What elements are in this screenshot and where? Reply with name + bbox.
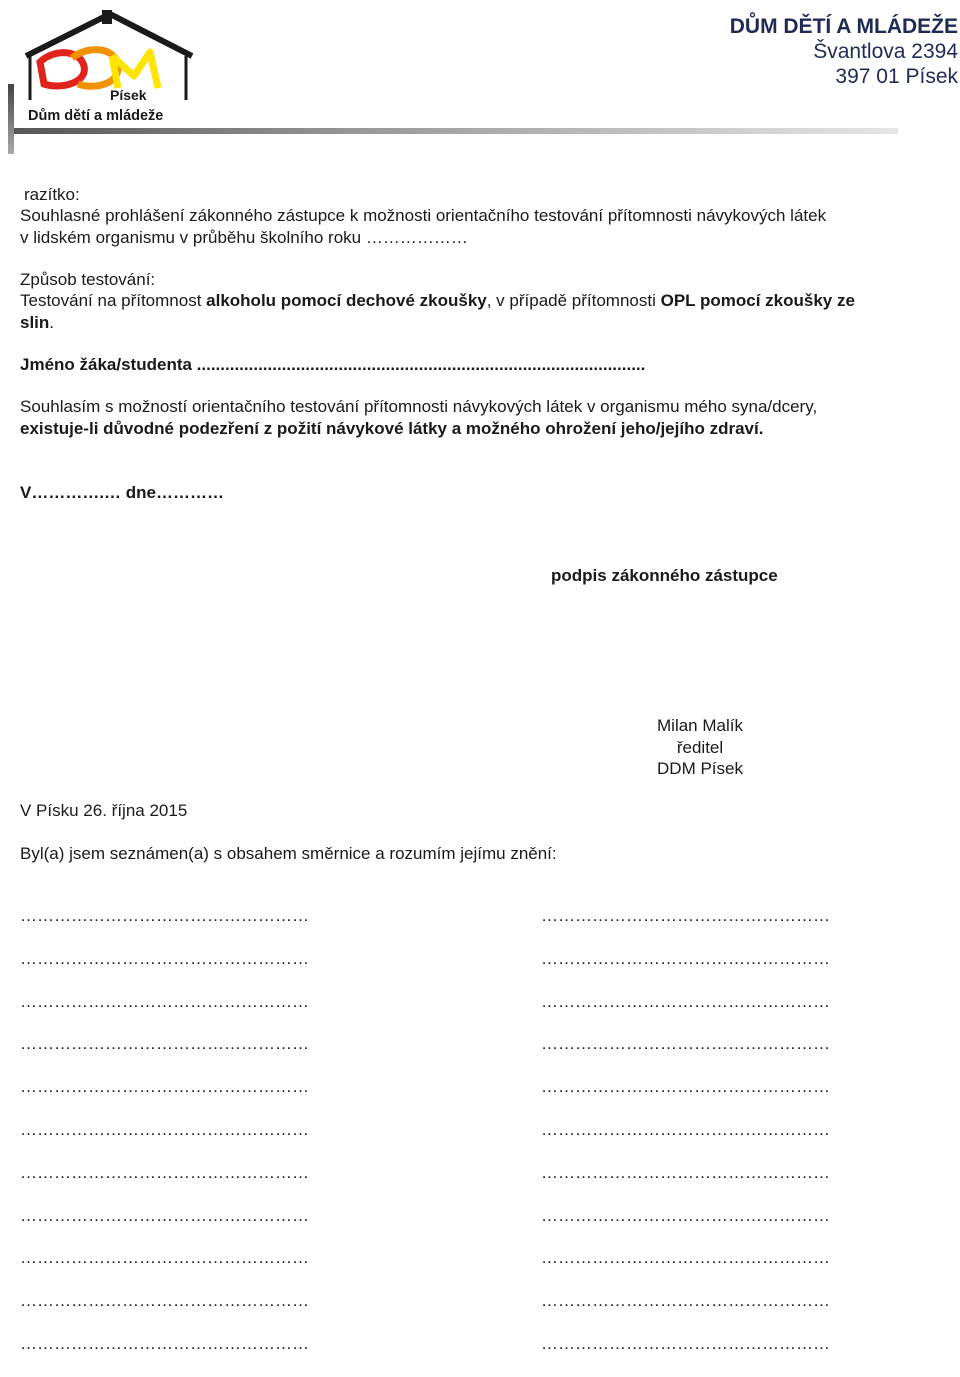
stamp-label: razítko: [24,185,80,204]
method-heading: Způsob testování: [20,270,156,289]
logo-town: Písek [110,87,147,103]
organization-address [730,14,958,89]
consent-title-line-1: Souhlasné prohlášení zákonného zástupce k možnosti orientačního testování přítomnosti návykových látek [20,206,827,225]
header-divider [8,128,898,134]
signature-line[interactable]: …………………………………………… [20,1291,309,1311]
organization-street: Švantlova 2394 [813,40,958,63]
method-text-3: . [49,313,55,332]
signature-line[interactable]: …………………………………………… [541,1034,830,1054]
acknowledgement-text: Byl(a) jsem seznámen(a) s obsahem směrnice a rozumím jejímu znění: [20,844,557,863]
signature-line[interactable]: …………………………………………… [20,991,309,1011]
signature-line[interactable]: …………………………………………… [541,1205,830,1225]
signature-line[interactable]: …………………………………………… [541,1162,830,1182]
issue-place-date: V Písku 26. října 2015 [20,801,188,820]
director-org: DDM Písek [657,759,743,778]
consent-title-line-2: v lidském organismu v průběhu školního roku ……………… [20,228,468,247]
guardian-signature-caption: podpis zákonného zástupce [551,566,778,585]
signature-line[interactable]: …………………………………………… [20,1034,309,1054]
header-divider-vertical [8,84,14,154]
logo-caption: Dům dětí a mládeže [28,108,164,124]
signature-line[interactable]: …………………………………………… [20,1205,309,1225]
signature-line[interactable]: …………………………………………… [20,1248,309,1268]
signature-line[interactable]: …………………………………………… [20,906,309,925]
signature-line[interactable]: …………………………………………… [541,1333,830,1353]
director-title: ředitel [676,737,724,757]
method-description-cont [20,312,54,334]
signature-line[interactable]: …………………………………………… [541,991,830,1011]
signature-line[interactable]: …………………………………………… [20,1162,309,1182]
organization-city: 397 01 Písek [835,65,958,88]
organization-name: DŮM DĚTÍ A MLÁDEŽE [729,15,958,38]
signature-line[interactable]: …………………………………………… [541,1119,830,1139]
signature-line[interactable]: …………………………………………… [20,1077,309,1097]
student-name-field[interactable]: Jméno žáka/studenta ............................................................................................... [20,355,646,374]
consent-statement-line-2: existuje-li důvodné podezření z požití návykové látky a možného ohrožení jeho/jejího zdraví. [20,419,764,438]
signature-line[interactable]: …………………………………………… [20,948,309,968]
signature-line[interactable]: …………………………………………… [541,1248,830,1268]
signature-line[interactable]: …………………………………………… [20,1119,309,1139]
method-alcohol: alkoholu pomocí dechové zkoušky [206,291,487,310]
consent-statement-line-1: Souhlasím s možností orientačního testování přítomnosti návykových látek v organismu mého syna/dcery, [20,397,818,416]
method-text-1: Testování na přítomnost [20,291,207,310]
director-block [600,715,800,780]
place-date-field[interactable]: V………….… dne………… [20,483,225,502]
signature-line[interactable]: …………………………………………… [20,1333,309,1353]
signature-line[interactable]: …………………………………………… [541,906,830,925]
signature-lines-left [20,906,309,1377]
signature-line[interactable]: …………………………………………… [541,1077,830,1097]
method-description [20,290,855,312]
signature-line[interactable]: …………………………………………… [541,948,830,968]
director-name: Milan Malík [657,716,743,735]
method-saliva: slin [20,313,50,332]
signature-line[interactable]: …………………………………………… [541,1291,830,1311]
signature-lines-right [541,906,830,1377]
method-opl: OPL pomocí zkoušky ze [660,291,855,310]
method-text-2: , v případě přítomnosti [486,291,661,310]
